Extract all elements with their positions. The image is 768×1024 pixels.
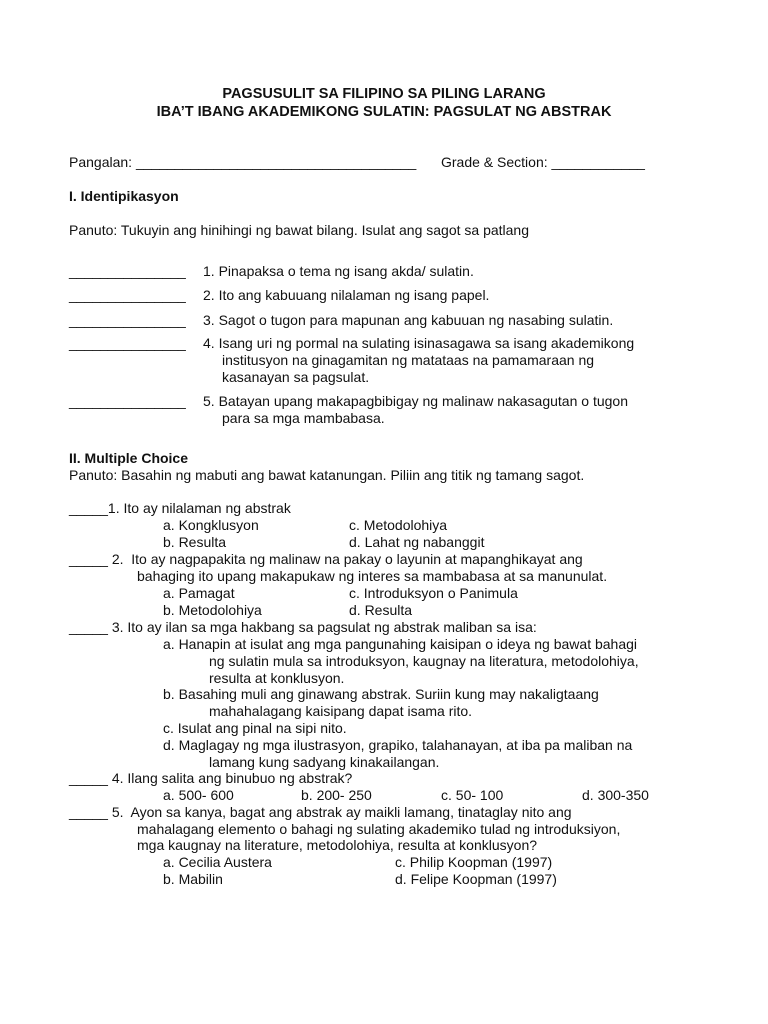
item-text: 4. Isang uri ng pormal na sulating isinasagawa sa isang akademikong [203,335,635,351]
question-1: _____1. Ito ay nilalaman ng abstrak [69,500,291,516]
item-text: kasanayan sa pagsulat. [222,369,370,385]
answer-blank[interactable]: _______________ [69,335,186,351]
grade-section-field[interactable]: Grade & Section: ____________ [441,154,645,170]
choice-c[interactable]: c. Isulat ang pinal na sipi nito. [163,720,347,736]
question-4: _____ 4. Ilang salita ang binubuo ng abstrak? [69,770,353,786]
choice-b-cont: mahahalagang kaisipang dapat isama rito. [209,703,473,719]
choice-b[interactable]: b. Mabilin [163,871,223,887]
item-text: para sa mga mambabasa. [222,410,385,426]
part2-instructions: Panuto: Basahin ng mabuti ang bawat katanungan. Piliin ang titik ng tamang sagot. [69,467,585,483]
item-text: 2. Ito ang kabuuang nilalaman ng isang papel. [203,287,490,303]
choice-d[interactable]: d. Resulta [349,602,413,618]
answer-blank[interactable]: _______________ [69,393,186,409]
choice-a[interactable]: a. Cecilia Austera [163,854,272,870]
exam-subtitle: IBA’T IBANG AKADEMIKONG SULATIN: PAGSULAT NG ABSTRAK [156,104,612,120]
choice-b[interactable]: b. Resulta [163,534,227,550]
answer-blank[interactable]: _______________ [69,263,186,279]
choice-a-cont: ng sulatin mula sa introduksyon, kaugnay na literatura, metodolohiya, [209,653,639,669]
choice-a[interactable]: a. 500- 600 [163,787,234,803]
choice-c[interactable]: c. Philip Koopman (1997) [395,854,553,870]
item-text: 1. Pinapaksa o tema ng isang akda/ sulatin. [203,263,474,279]
question-5: _____ 5. Ayon sa kanya, bagat ang abstrak ay maikli lamang, tinataglay nito ang [69,804,572,820]
item-text: 3. Sagot o tugon para mapunan ang kabuuan ng nasabing sulatin. [203,312,614,328]
question-2: _____ 2. Ito ay nagpapakita ng malinaw na pakay o layunin at mapanghikayat ang [69,551,583,567]
question-5-cont: mahalagang elemento o bahagi ng sulating akademiko tulad ng introduksiyon, [137,821,621,837]
choice-b[interactable]: b. Metodolohiya [163,602,262,618]
choice-a[interactable]: a. Pamagat [163,585,235,601]
part1-heading: I. Identipikasyon [69,188,179,204]
choice-a[interactable]: a. Kongklusyon [163,517,259,533]
choice-d[interactable]: d. Lahat ng nabanggit [349,534,485,550]
choice-b[interactable]: b. 200- 250 [301,787,372,803]
item-text: 5. Batayan upang makapagbibigay ng malinaw nakasagutan o tugon [203,393,628,409]
question-3: _____ 3. Ito ay ilan sa mga hakbang sa pagsulat ng abstrak maliban sa isa: [69,619,537,635]
choice-d[interactable]: d. Maglagay ng mga ilustrasyon, grapiko, talahanayan, at iba pa maliban na [163,737,633,753]
question-5-cont: mga kaugnay na literature, metodolohiya, resulta at konklusyon? [137,837,538,853]
item-text: institusyon na ginagamitan ng matataas na pamamaraan ng [222,352,595,368]
exam-title: PAGSUSULIT SA FILIPINO SA PILING LARANG [222,86,546,102]
choice-d[interactable]: d. Felipe Koopman (1997) [395,871,557,887]
choice-d-cont: lamang kung sadyang kinakailangan. [209,754,440,770]
choice-d[interactable]: d. 300-350 [582,787,649,803]
name-field[interactable]: Pangalan: ____________________________________ [69,154,417,170]
choice-b[interactable]: b. Basahing muli ang ginawang abstrak. Suriin kung may nakaligtaang [163,686,599,702]
choice-c[interactable]: c. 50- 100 [441,787,504,803]
answer-blank[interactable]: _______________ [69,287,186,303]
choice-c[interactable]: c. Metodolohiya [349,517,448,533]
answer-blank[interactable]: _______________ [69,312,186,328]
part2-heading: II. Multiple Choice [69,450,189,466]
question-2-cont: bahaging ito upang makapukaw ng interes sa mambabasa at sa manunulat. [137,568,608,584]
choice-c[interactable]: c. Introduksyon o Panimula [349,585,518,601]
choice-a-cont: resulta at konklusyon. [209,670,345,686]
choice-a[interactable]: a. Hanapin at isulat ang mga pangunahing kaisipan o ideya ng bawat bahagi [163,636,638,652]
part1-instructions: Panuto: Tukuyin ang hinihingi ng bawat bilang. Isulat ang sagot sa patlang [69,222,529,238]
